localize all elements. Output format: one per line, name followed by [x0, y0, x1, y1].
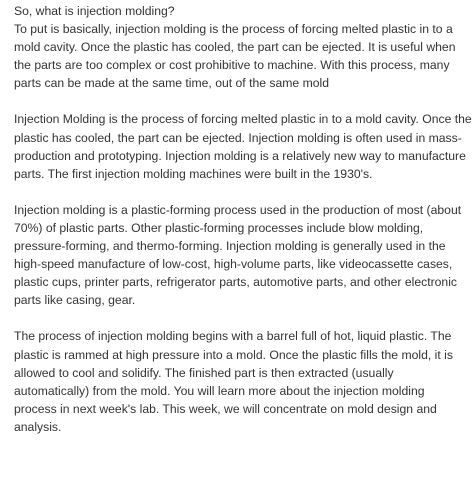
paragraph-usage: Injection molding is a plastic-forming process used in the production of most (about 70%) of plastic parts. Other plastic-forming processes include blow molding, pressure-forming, and thermo-forming. Injection molding is generally used in the high-speed manufacture of low-cost, high-volume parts, like videocassette cases, plastic cups, printer parts, refrigerator parts, automotive parts, and other electronic parts like casing, gear.: [14, 202, 462, 308]
paragraph-definition: Injection Molding is the process of forcing melted plastic in to a mold cavity. Once the plastic has cooled, the part can be ejected. Injection molding is often used in mass- production and prototyping. Injection molding is a relatively new way to manufacture parts. The first injection molding machines were built in the 1930's.: [14, 112, 472, 181]
paragraph-process: The process of injection molding begins with a barrel full of hot, liquid plastic. The plastic is rammed at high pressure into a mold. Once the plastic fills the mold, it is allowed to cool and solidify. The finished part is then extracted (usually automatically) from the mold. You will learn more about the injection molding process in next week's lab. This week, we will concentrate on mold design and analysis.: [14, 329, 453, 434]
paragraph-intro: So, what is injection molding? To put is basically, injection molding is the process of forcing melted plastic in to a mold cavity. Once the plastic has cooled, the part can be ejected. It is useful when the parts are too complex or cost prohibitive to machine. With this process, many parts can be made at the same time, out of the same mold: [14, 4, 456, 91]
article-body: [14, 2, 476, 436]
